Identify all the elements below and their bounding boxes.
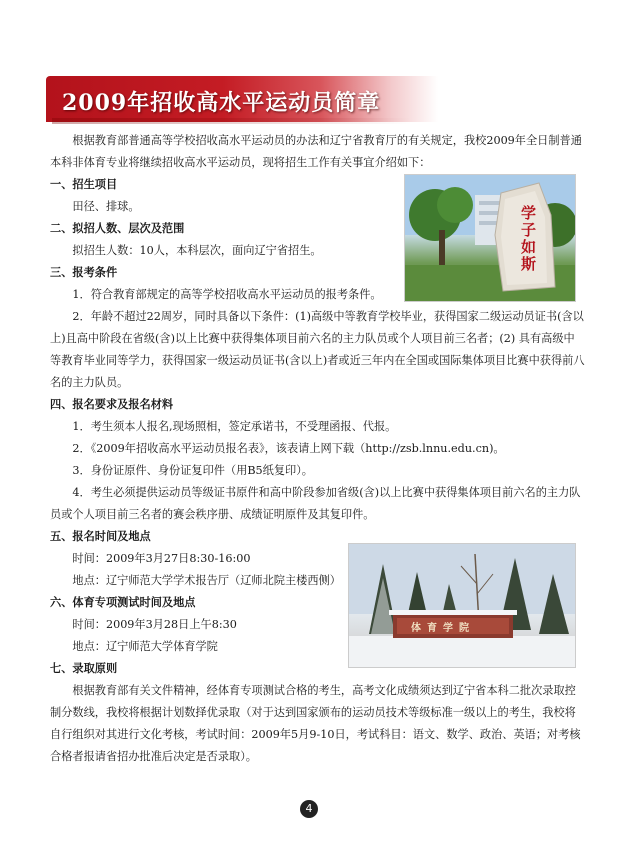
section-7-text: 根据教育部有关文件精神，经体育专项测试合格的考生，高考文化成绩须达到辽宁省本科二批次录取控制分数线，我校将根据计划数择优录取（对于达到国家颁布的运动员技术等级标准一级以上的考生，我校将自行组织对其进行文化考核，考试时间：2009年5月9-10日，考试科目：语文、数学、政治、英语；对考核合格者报请省招办批准后决定是否录取）。	[50, 684, 581, 763]
section-4-item-3: 3．身份证原件、身份证复印件（用B5纸复印）。	[72, 464, 313, 477]
page-title: 2009年招收高水平运动员简章	[62, 90, 381, 116]
section-3-item-1: 1．符合教育部规定的高等学校招收高水平运动员的报考条件。	[72, 288, 382, 301]
campus-stone-illustration	[405, 175, 575, 301]
section-1-heading: 一、招生项目	[50, 178, 118, 191]
campus-stone-photo	[404, 174, 576, 302]
page-number: 4	[300, 800, 318, 818]
gate-sign-text: 体育学院	[411, 623, 475, 634]
section-1-text: 田径、排球。	[72, 200, 140, 213]
section-5-time: 时间：2009年3月27日8:30-16:00	[72, 552, 251, 565]
intro-paragraph: 根据教育部普通高等学校招收高水平运动员的办法和辽宁省教育厅的有关规定，我校2009年全日制普通本科非体育专业将继续招收高水平运动员，现将招生工作有关事宜介绍如下：	[50, 134, 582, 169]
section-4-item-4: 4．考生必须提供运动员等级证书原件和高中阶段参加省级(含)以上比赛中获得集体项目前六名的主力队员或个人项目前三名者的赛会秩序册、成绩证明原件及其复印件。	[50, 486, 581, 521]
section-4-item-2: 2．《2009年招收高水平运动员报名表》，该表请上网下载（http://zsb.lnnu.edu.cn)。	[72, 442, 505, 455]
snowy-campus-photo	[348, 543, 576, 668]
section-3-heading: 三、报考条件	[50, 266, 118, 279]
section-2-heading: 二、拟招人数、层次及范围	[50, 222, 185, 235]
section-6-time: 时间：2009年3月28日上午8:30	[72, 618, 237, 631]
banner-shadow	[52, 118, 412, 124]
section-2-text: 拟招生人数：10人，本科层次，面向辽宁省招生。	[72, 244, 322, 257]
section-6-place: 地点：辽宁师范大学体育学院	[72, 640, 218, 653]
snowy-campus-illustration	[349, 544, 575, 667]
section-3-item-2: 2．年龄不超过22周岁，同时具备以下条件：(1)高级中等教育学校毕业，获得国家二级运动员证书(含以上)且高中阶段在省级(含)以上比赛中获得集体项目前六名的主力队员或个人项目前三名者；(2) 具有高级中等教育毕业同等学力，获得国家一级运动员证书(含以上)者或近三年内在全国或国际集体项目比赛中获得前八名的主力队员。	[50, 310, 585, 389]
section-5-place: 地点：辽宁师范大学学术报告厅（辽师北院主楼西侧）	[72, 574, 341, 587]
section-6-heading: 六、体育专项测试时间及地点	[50, 596, 196, 609]
section-4-heading: 四、报名要求及报名材料	[50, 398, 174, 411]
section-7-heading: 七、录取原则	[50, 662, 118, 675]
section-5-heading: 五、报名时间及地点	[50, 530, 151, 543]
section-4-item-1: 1．考生须本人报名,现场照相，签定承诺书，不受理函报、代报。	[72, 420, 397, 433]
stone-inscription-text: 学子如斯	[521, 204, 537, 273]
